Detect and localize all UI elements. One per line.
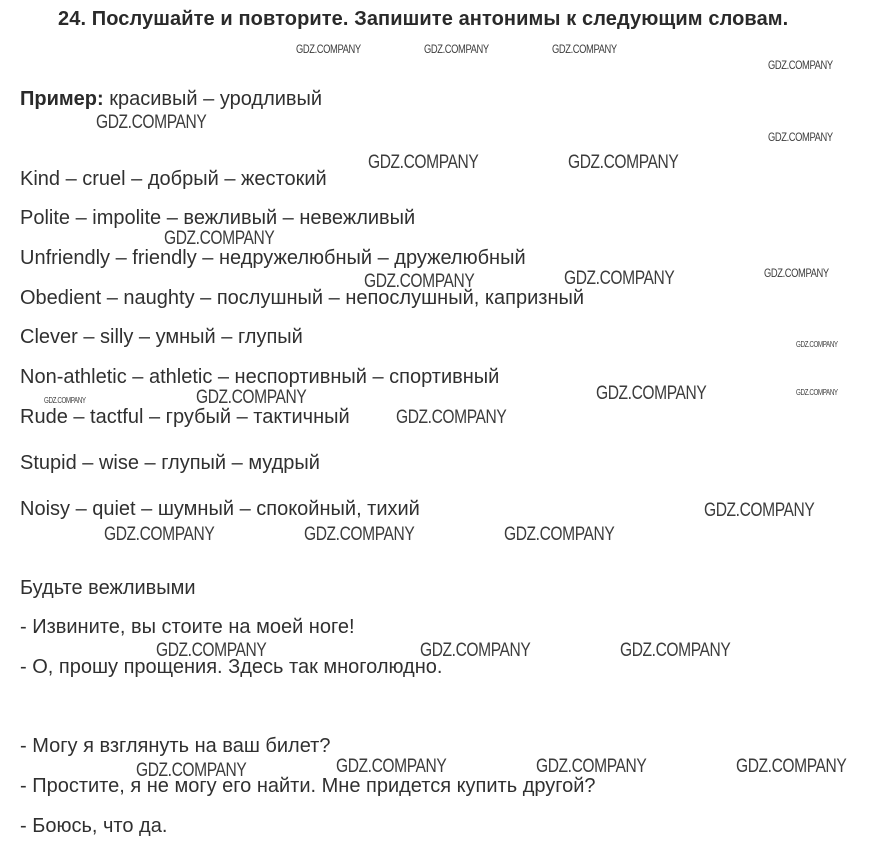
watermark: GDZ.COMPANY (44, 396, 86, 405)
dialogue-heading: Будьте вежливыми (20, 577, 196, 599)
dialogue-line: - Боюсь, что да. (20, 815, 168, 837)
watermark: GDZ.COMPANY (536, 756, 647, 777)
exercise-title: 24. Послушайте и повторите. Запишите антонимы к следующим словам. (58, 8, 789, 30)
watermark: GDZ.COMPANY (420, 640, 531, 661)
dialogue-line: - Простите, я не могу его найти. Мне придется купить другой? (20, 775, 596, 797)
watermark: GDZ.COMPANY (596, 383, 707, 404)
watermark: GDZ.COMPANY (704, 500, 815, 521)
antonym-line: Clever – silly – умный – глупый (20, 326, 303, 348)
watermark: GDZ.COMPANY (96, 112, 207, 133)
antonym-line: Polite – impolite – вежливый – невежливый (20, 207, 416, 229)
watermark: GDZ.COMPANY (564, 268, 675, 289)
watermark: GDZ.COMPANY (424, 42, 489, 56)
example-label: Пример: (20, 88, 104, 110)
dialogue-line: - О, прошу прощения. Здесь так многолюдно. (20, 656, 443, 678)
watermark: GDZ.COMPANY (768, 58, 833, 72)
dialogue-line: - Извините, вы стоите на моей ноге! (20, 616, 355, 638)
watermark: GDZ.COMPANY (552, 42, 617, 56)
antonym-line: Non-athletic – athletic – неспортивный – спортивный (20, 366, 500, 388)
example-text: красивый – уродливый (103, 88, 323, 110)
antonym-line: Noisy – quiet – шумный – спокойный, тихий (20, 498, 420, 520)
watermark: GDZ.COMPANY (336, 756, 447, 777)
watermark: GDZ.COMPANY (796, 388, 838, 397)
watermark: GDZ.COMPANY (620, 640, 731, 661)
watermark: GDZ.COMPANY (768, 130, 833, 144)
antonym-line: Unfriendly – friendly – недружелюбный – дружелюбный (20, 247, 526, 269)
antonym-line: Stupid – wise – глупый – мудрый (20, 452, 320, 474)
watermark: GDZ.COMPANY (296, 42, 361, 56)
watermark: GDZ.COMPANY (764, 266, 829, 280)
watermark: GDZ.COMPANY (396, 407, 507, 428)
watermark: GDZ.COMPANY (196, 387, 307, 408)
watermark: GDZ.COMPANY (736, 756, 847, 777)
watermark: GDZ.COMPANY (364, 271, 475, 292)
watermark: GDZ.COMPANY (136, 760, 247, 781)
watermark: GDZ.COMPANY (156, 640, 267, 661)
watermark: GDZ.COMPANY (504, 524, 615, 545)
antonym-line: Obedient – naughty – послушный – непослушный, капризный (20, 287, 585, 309)
antonym-line: Kind – cruel – добрый – жестокий (20, 168, 327, 190)
watermark: GDZ.COMPANY (164, 228, 275, 249)
antonym-line: Rude – tactful – грубый – тактичный (20, 406, 350, 428)
watermark: GDZ.COMPANY (104, 524, 215, 545)
watermark: GDZ.COMPANY (368, 152, 479, 173)
watermark: GDZ.COMPANY (568, 152, 679, 173)
example-line (20, 88, 322, 111)
watermark: GDZ.COMPANY (304, 524, 415, 545)
dialogue-line: - Могу я взглянуть на ваш билет? (20, 735, 331, 757)
watermark: GDZ.COMPANY (796, 340, 838, 349)
